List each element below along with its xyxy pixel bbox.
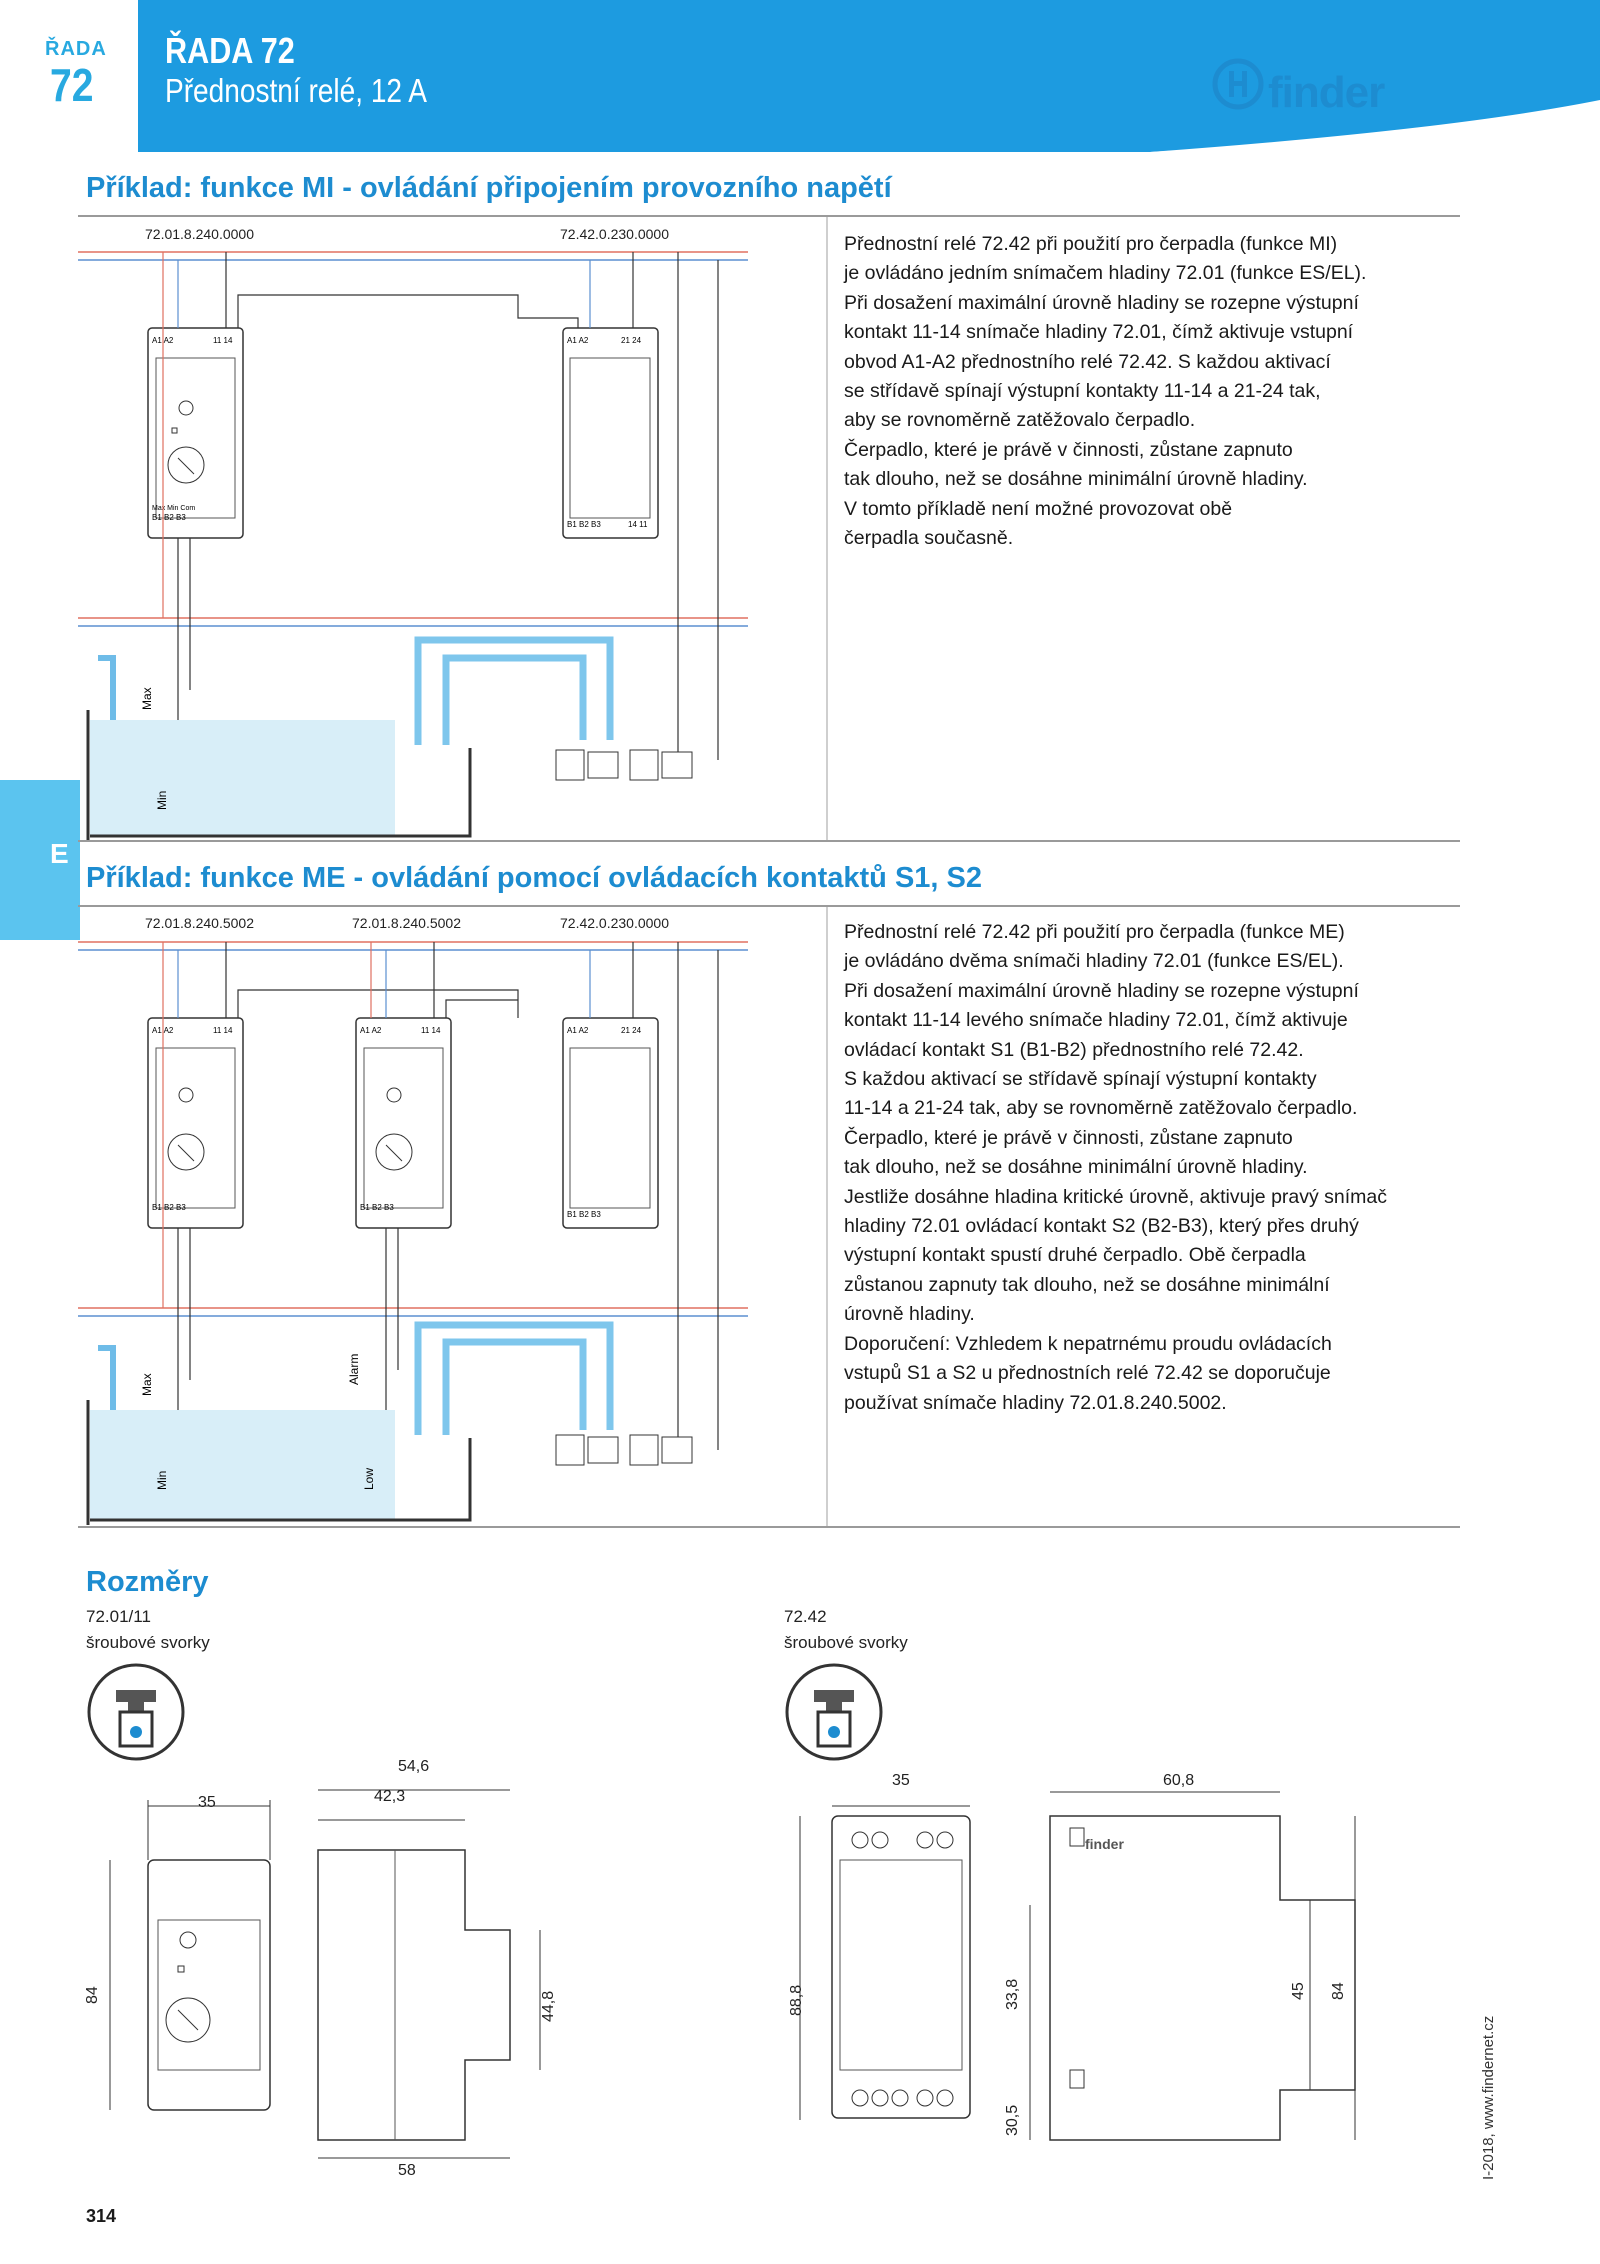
section-tab bbox=[0, 780, 80, 940]
svg-text:21 24: 21 24 bbox=[621, 336, 642, 345]
dim-left-side-height: 44,8 bbox=[540, 1990, 557, 2022]
dim-right-45: 45 bbox=[1290, 1982, 1307, 2000]
left-front-drawing bbox=[80, 1780, 300, 2140]
svg-text:Min: Min bbox=[155, 790, 169, 810]
section2-model-3: 72.42.0.230.0000 bbox=[560, 915, 669, 931]
left-dim-model: 72.01/11 bbox=[86, 1607, 151, 1626]
svg-text:A1 A2: A1 A2 bbox=[152, 1026, 174, 1035]
page-subtitle: Přednostní relé, 12 A bbox=[165, 72, 427, 109]
left-dim-caption: šroubové svorky bbox=[86, 1633, 210, 1652]
screw-terminal-icon bbox=[86, 1662, 186, 1762]
svg-text:B1 B2 B3: B1 B2 B3 bbox=[567, 520, 601, 529]
left-side-drawing bbox=[300, 1770, 570, 2170]
svg-text:A1 A2: A1 A2 bbox=[152, 336, 174, 345]
finder-logo-icon bbox=[1212, 58, 1264, 110]
page-number: 314 bbox=[86, 2206, 117, 2226]
svg-text:11 14: 11 14 bbox=[213, 336, 233, 345]
dim-right-side-total: 60,8 bbox=[1163, 1772, 1195, 1789]
section2-model-2: 72.01.8.240.5002 bbox=[352, 915, 461, 931]
svg-text:11 14: 11 14 bbox=[213, 1026, 233, 1035]
dim-right-front-width: 35 bbox=[892, 1772, 910, 1789]
dim-left-height: 84 bbox=[84, 1986, 101, 2004]
svg-text:A1 A2: A1 A2 bbox=[360, 1026, 382, 1035]
section1-title: Příklad: funkce MI - ovládání připojením provozního napětí bbox=[86, 172, 892, 204]
svg-text:Max: Max bbox=[140, 1373, 154, 1396]
svg-text:B1 B2 B3: B1 B2 B3 bbox=[152, 513, 186, 522]
section2-model-1: 72.01.8.240.5002 bbox=[145, 915, 254, 931]
page-title: ŘADA 72 bbox=[165, 30, 295, 71]
section2-title: Příklad: funkce ME - ovládání pomocí ovládacích kontaktů S1, S2 bbox=[86, 862, 983, 894]
section1-max-label: Max bbox=[140, 687, 154, 710]
svg-text:14 11: 14 11 bbox=[628, 520, 648, 529]
footer-text: I-2018, www.findernet.cz bbox=[1480, 2015, 1497, 2180]
right-side-drawing bbox=[1000, 1770, 1380, 2170]
section2-bottom-rule bbox=[78, 1526, 1460, 1528]
right-side-logo: finder bbox=[1085, 1836, 1124, 1852]
section1-wiring-diagram bbox=[78, 240, 826, 840]
finder-logo-text: finder bbox=[1268, 68, 1385, 117]
section2-wiring-diagram bbox=[78, 930, 826, 1525]
dim-left-side-total: 54,6 bbox=[398, 1758, 430, 1775]
dimensions-title: Rozměry bbox=[86, 1566, 209, 1598]
svg-text:Low: Low bbox=[362, 1467, 376, 1490]
section1-description: Přednostní relé 72.42 při použití pro čerpadla (funkce MI) je ovládáno jedním snímačem hladiny 72.01 (funkce ES/EL). Při dosažení maximální úrovně hladiny se rozepne výstupní kontakt 11-14 snímače hladiny 72.01, čímž aktivuje vstupní obvod A1-A2 přednostního relé 72.42. S každou aktivací se střídavě spínají výstupní kontakty 11-14 a 21-24 tak, aby se rovnoměrně zatěžovalo čerpadlo. Čerpadlo, které je právě v činnosti, zůstane zapnuto tak dlouho, než se dosáhne minimální úrovně hladiny. V tomto příkladě není možné provozovat obě čerpadla současně. bbox=[844, 233, 1367, 550]
dim-left-front-width: 35 bbox=[198, 1794, 216, 1811]
right-front-drawing bbox=[780, 1780, 1000, 2140]
svg-text:B1 B2 B3: B1 B2 B3 bbox=[152, 1203, 186, 1212]
section1-model-right: 72.42.0.230.0000 bbox=[560, 226, 669, 242]
svg-text:Alarm: Alarm bbox=[347, 1353, 361, 1385]
svg-text:Max Min Com: Max Min Com bbox=[152, 505, 196, 512]
screw-terminal-icon-2 bbox=[784, 1662, 884, 1762]
section-tab-letter: E bbox=[50, 838, 69, 869]
dim-right-height: 88,8 bbox=[788, 1984, 805, 2016]
series-small-label: ŘADA bbox=[45, 38, 107, 60]
section1-divider bbox=[826, 217, 828, 842]
dim-left-side-bottom: 58 bbox=[398, 2162, 416, 2179]
svg-text:11 14: 11 14 bbox=[421, 1026, 441, 1035]
section1-bottom-rule bbox=[78, 840, 1460, 842]
series-number: 72 bbox=[50, 59, 94, 111]
svg-text:B1 B2 B3: B1 B2 B3 bbox=[567, 1210, 601, 1219]
dim-right-84: 84 bbox=[1330, 1982, 1347, 2000]
svg-text:Min: Min bbox=[155, 1470, 169, 1490]
right-dim-caption: šroubové svorky bbox=[784, 1633, 908, 1652]
section2-divider bbox=[826, 907, 828, 1527]
section1-model-left: 72.01.8.240.0000 bbox=[145, 226, 254, 242]
section2-description: Přednostní relé 72.42 při použití pro čerpadla (funkce ME) je ovládáno dvěma snímači hladiny 72.01 (funkce ES/EL). Při dosažení maximální úrovně hladiny se rozepne výstupní kontakt 11-14 levého snímače hladiny 72.01, čímž aktivuje ovládací kontakt S1 (B1-B2) přednostního relé 72.42. S každou aktivací se střídavě spínají výstupní kontakty 11-14 a 21-24 tak, aby se rovnoměrně zatěžovalo čerpadlo. Čerpadlo, které je právě v činnosti, zůstane zapnuto tak dlouho, než se dosáhne minimální úrovně hladiny. Jestliže dosáhne hladina kritické úrovně, aktivuje pravý snímač hladiny 72.01 ovládací kontakt S2 (B2-B3), který přes druhý výstupní kontakt spustí druhé čerpadlo. Obě čerpadla zůstanou zapnuty tak dlouho, než se dosáhne minimální úrovně hladiny. Doporučení: Vzhledem k nepatrnému proudu ovládacích vstupů S1 a S2 u přednostních relé 72.42 se doporučuje používat snímače hladiny 72.01.8.240.5002. bbox=[844, 921, 1388, 1414]
section2-rule bbox=[78, 905, 1460, 907]
right-dim-model: 72.42 bbox=[784, 1607, 827, 1626]
section1-rule bbox=[78, 215, 1460, 217]
svg-text:21 24: 21 24 bbox=[621, 1026, 642, 1035]
svg-text:A1 A2: A1 A2 bbox=[567, 336, 589, 345]
dim-right-lower: 30,5 bbox=[1004, 2104, 1021, 2136]
svg-text:B1 B2 B3: B1 B2 B3 bbox=[360, 1203, 394, 1212]
dim-right-upper: 33,8 bbox=[1004, 1978, 1021, 2010]
svg-text:A1 A2: A1 A2 bbox=[567, 1026, 589, 1035]
dim-left-side-inner: 42,3 bbox=[374, 1788, 406, 1805]
